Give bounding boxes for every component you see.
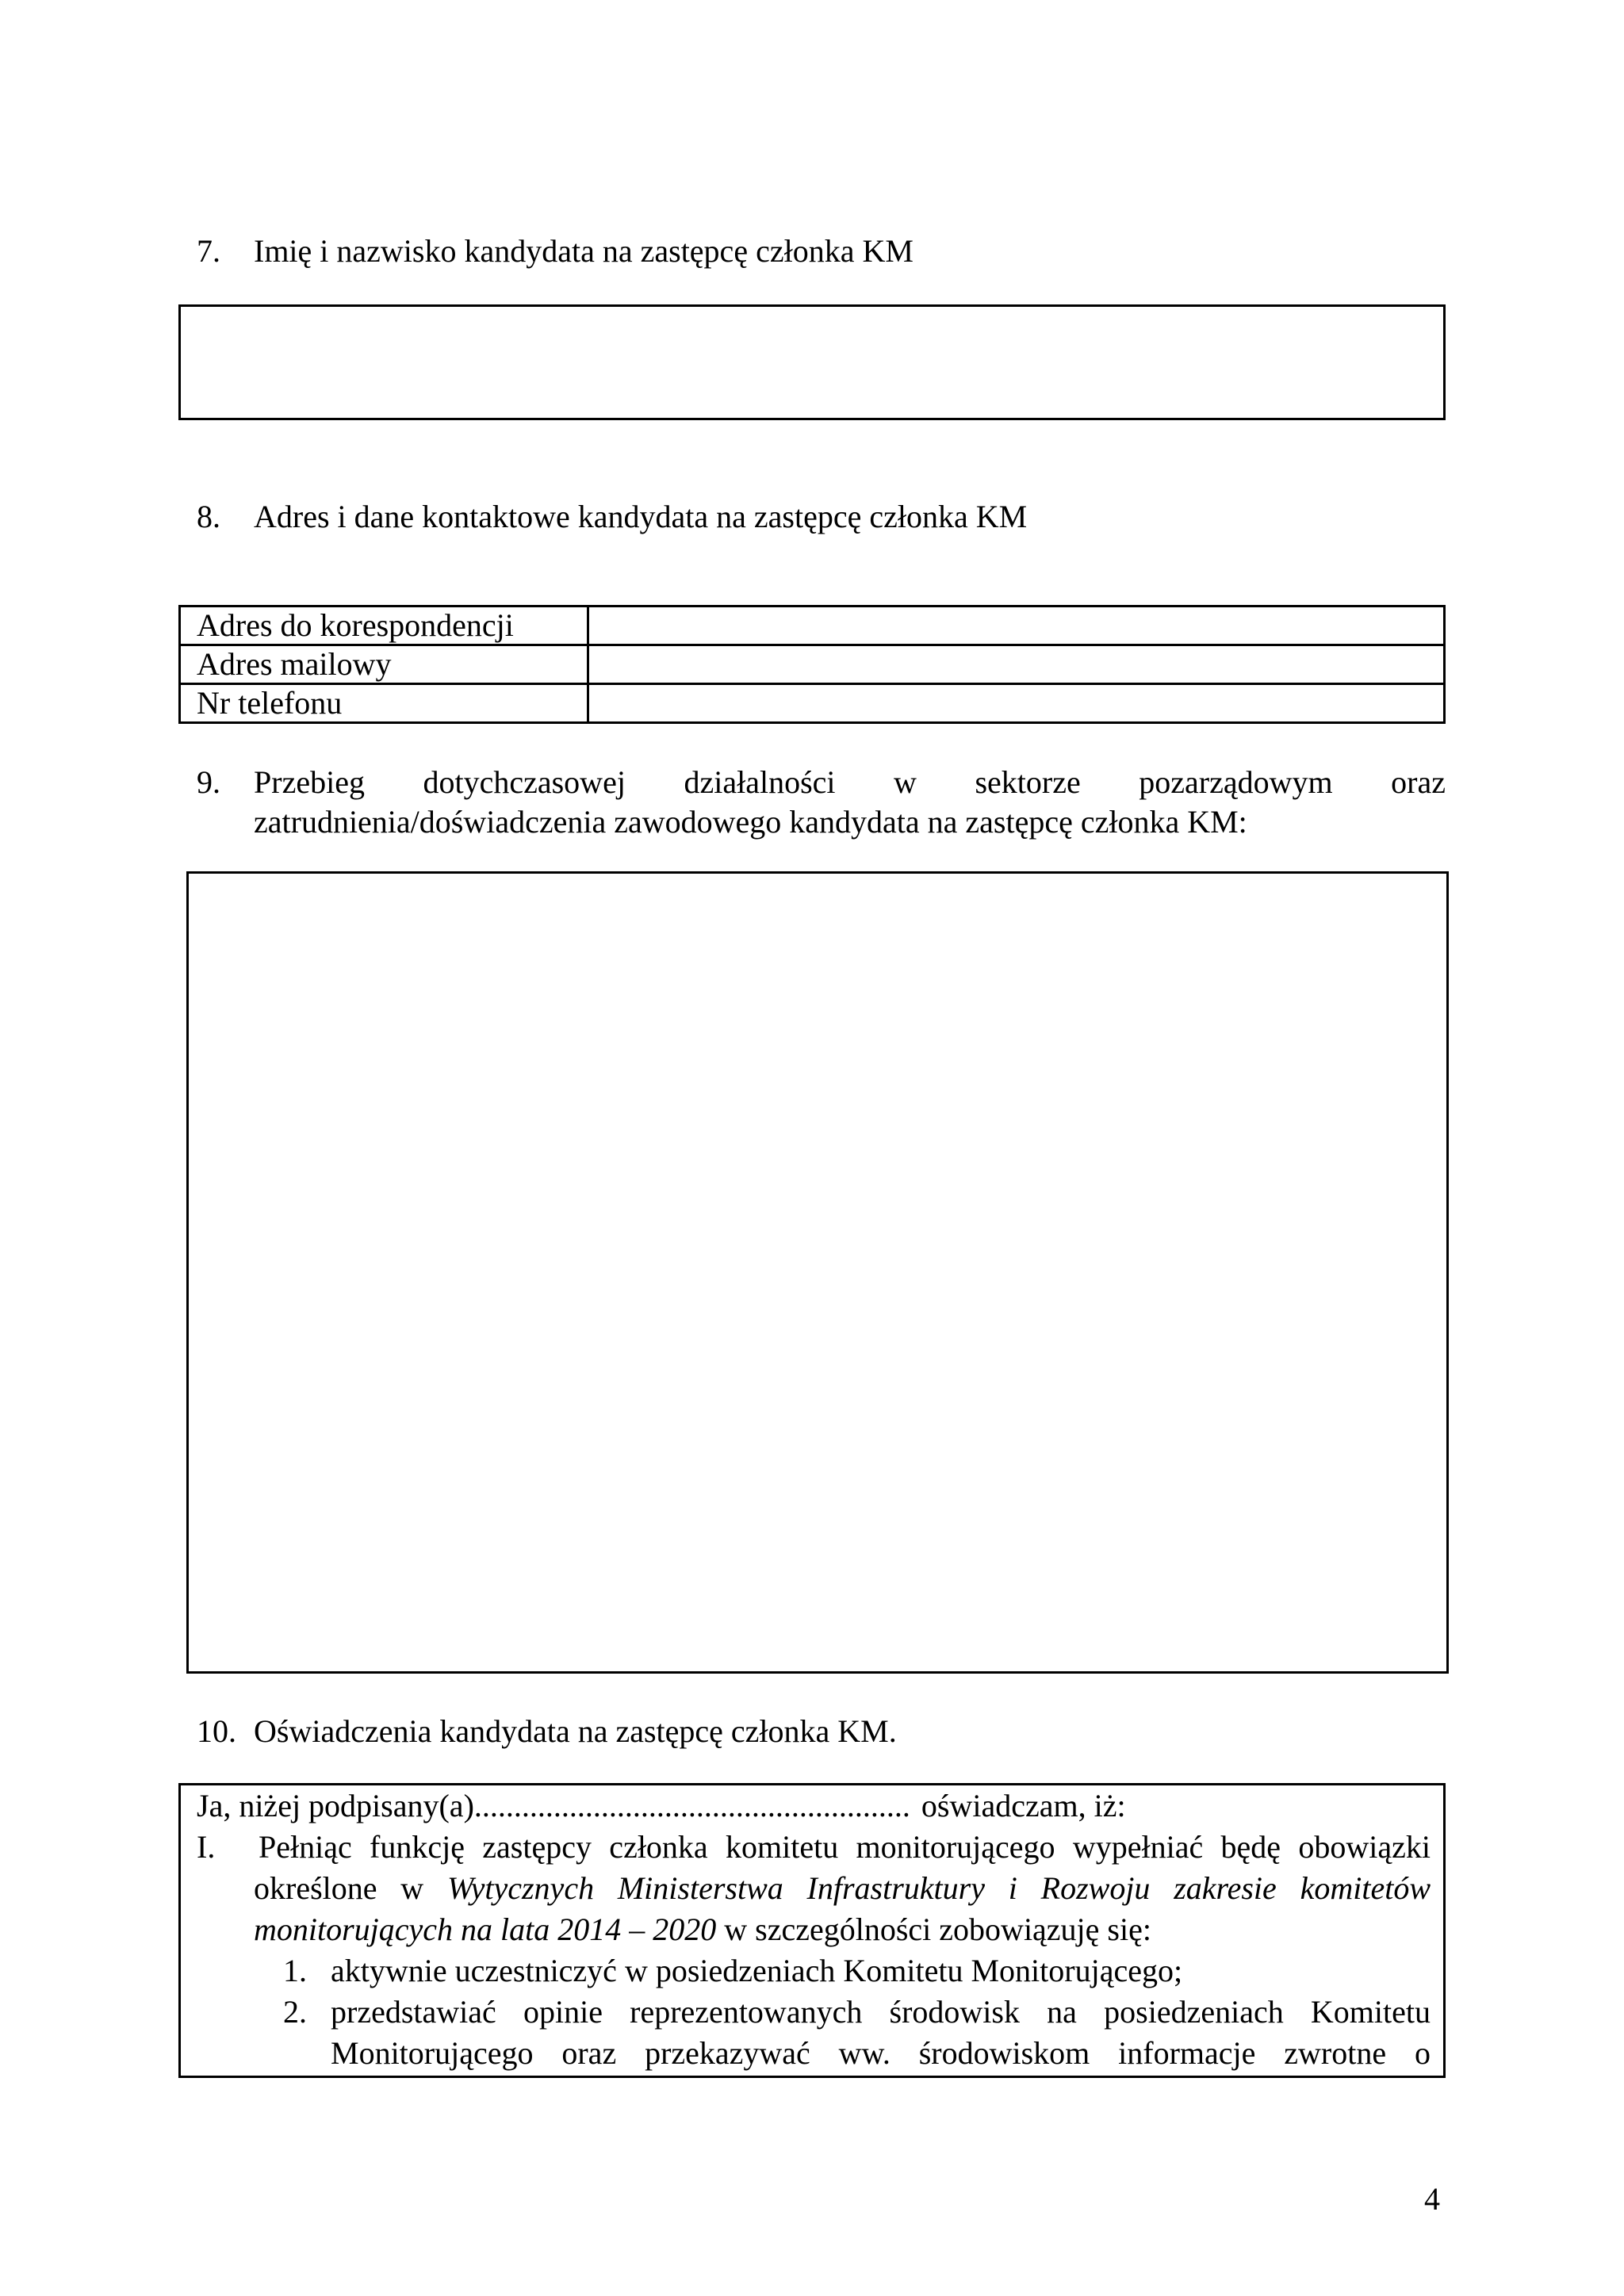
list-item-line: Monitorującego oraz przekazywać ww. środowiskom informacje zwrotne o xyxy=(331,2035,1431,2071)
section-number: 8. xyxy=(197,499,220,534)
section-number: 9. xyxy=(197,764,220,800)
contact-label-cell: Nr telefonu xyxy=(181,685,589,721)
declaration-intro xyxy=(197,1785,1431,1827)
section-title-line: zatrudnienia/doświadczenia zawodowego kandydata na zastępcę członka KM: xyxy=(254,804,1247,840)
list-item xyxy=(197,1992,1431,2033)
italic-reference: monitorujących na lata 2014 – 2020 xyxy=(254,1911,717,1947)
section-title-line: Przebieg dotychczasowej działalności w sektorze pozarządowym oraz xyxy=(254,764,1446,800)
list-item-line: przedstawiać opinie reprezentowanych środowisk na posiedzeniach Komitetu xyxy=(331,1994,1431,2030)
list-item-line: aktywnie uczestniczyć w posiedzeniach Komitetu Monitorującego; xyxy=(331,1953,1183,1988)
list-item xyxy=(197,1950,1431,1992)
table-row xyxy=(181,607,1443,646)
contact-value-cell xyxy=(589,685,1443,721)
section-number: 7. xyxy=(197,233,220,269)
candidate-name-box xyxy=(178,304,1446,420)
declaration-point-line xyxy=(254,1909,1431,1950)
section-title xyxy=(254,763,1446,842)
contact-label-cell: Adres do korespondencji xyxy=(181,607,589,644)
section-7-heading xyxy=(197,232,914,271)
contact-table xyxy=(178,605,1446,724)
italic-reference: Wytycznych Ministerstwa Infrastruktury i Rozwoju zakresie komitetów xyxy=(446,1870,1431,1906)
declaration-point-line: Pełniąc funkcję zastępcy członka komitetu monitorującego wypełniać będę obowiązki xyxy=(259,1829,1431,1865)
section-10-heading xyxy=(197,1712,897,1751)
section-number: 10. xyxy=(197,1713,236,1749)
contact-value-cell xyxy=(589,646,1443,683)
page-number: 4 xyxy=(1424,2181,1440,2217)
declaration-point xyxy=(197,1827,1431,1868)
section-title: Oświadczenia kandydata na zastępcę członka KM. xyxy=(254,1713,897,1749)
experience-box xyxy=(186,871,1449,1674)
list-item-marker: 1. xyxy=(283,1953,307,1988)
declaration-point-line xyxy=(254,1868,1431,1909)
declaration-intro-end: oświadczam, iż: xyxy=(921,1788,1126,1823)
declaration-box xyxy=(178,1783,1446,2078)
section-8-heading xyxy=(197,497,1027,537)
declaration-text: w szczególności zobowiązuję się: xyxy=(724,1911,1151,1947)
section-9-heading xyxy=(197,763,1446,842)
list-item-marker: 2. xyxy=(283,1994,307,2030)
declaration-intro-text: Ja, niżej podpisany(a)....................................................... xyxy=(197,1788,910,1823)
contact-label-cell: Adres mailowy xyxy=(181,646,589,683)
declaration-text: określone w xyxy=(254,1870,424,1906)
table-row xyxy=(181,646,1443,685)
section-title: Adres i dane kontaktowe kandydata na zastępcę członka KM xyxy=(254,499,1028,534)
declaration-point-marker: I. xyxy=(197,1829,216,1865)
table-row xyxy=(181,685,1443,721)
contact-value-cell xyxy=(589,607,1443,644)
section-title: Imię i nazwisko kandydata na zastępcę członka KM xyxy=(254,233,914,269)
